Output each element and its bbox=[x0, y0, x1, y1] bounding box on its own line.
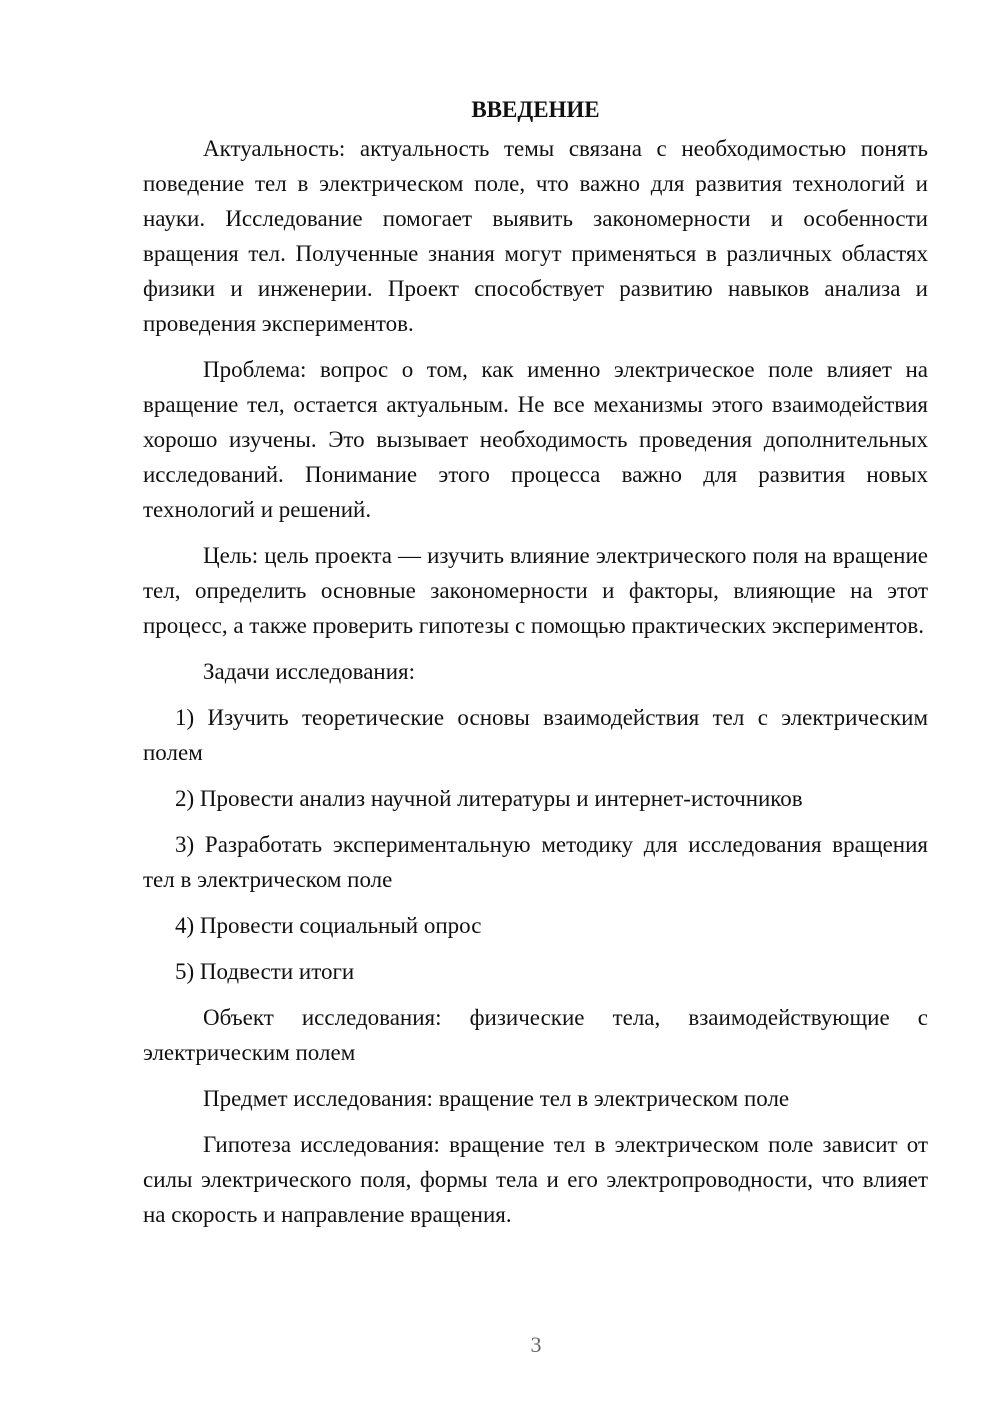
paragraph-problem: Проблема: вопрос о том, как именно электрическое поле влияет на вращение тел, остается актуальным. Не все механизмы этого взаимодействия хорошо изучены. Это вызывает необходимость проведения дополнительных исследований. Понимание этого процесса важно для развития новых технологий и решений. bbox=[143, 357, 928, 522]
paragraph-tasks-title: Задачи исследования: bbox=[203, 659, 416, 684]
task-item: 3) Разработать экспериментальную методику для исследования вращения тел в электрическом поле bbox=[143, 832, 928, 892]
paragraph-relevance: Актуальность: актуальность темы связана с необходимостью понять поведение тел в электрическом поле, что важно для развития технологий и науки. Исследование помогает выявить закономерности и особенности вращения тел. Полученные знания могут применяться в различных областях физики и инженерии. Проект способствует развитию навыков анализа и проведения экспериментов. bbox=[143, 136, 928, 336]
task-item: 2) Провести анализ научной литературы и интернет-источников bbox=[175, 786, 803, 811]
page-content bbox=[143, 92, 928, 1243]
paragraph-object: Объект исследования: физические тела, взаимодействующие с электрическим полем bbox=[143, 1005, 928, 1065]
task-item: 1) Изучить теоретические основы взаимодействия тел с электрическим полем bbox=[143, 705, 928, 765]
paragraph-hypothesis: Гипотеза исследования: вращение тел в электрическом поле зависит от силы электрического поля, формы тела и его электропроводности, что влияет на скорость и направление вращения. bbox=[143, 1132, 928, 1227]
task-item: 4) Провести социальный опрос bbox=[175, 913, 482, 938]
paragraph-goal: Цель: цель проекта — изучить влияние электрического поля на вращение тел, определить основные закономерности и факторы, влияющие на этот процесс, а также проверить гипотезы с помощью практических экспериментов. bbox=[143, 543, 928, 638]
paragraph-subject: Предмет исследования: вращение тел в электрическом поле bbox=[203, 1086, 790, 1111]
task-item: 5) Подвести итоги bbox=[175, 959, 355, 984]
section-heading: ВВЕДЕНИЕ bbox=[471, 97, 600, 122]
task-list bbox=[143, 700, 928, 989]
page-number: 3 bbox=[530, 1332, 542, 1357]
